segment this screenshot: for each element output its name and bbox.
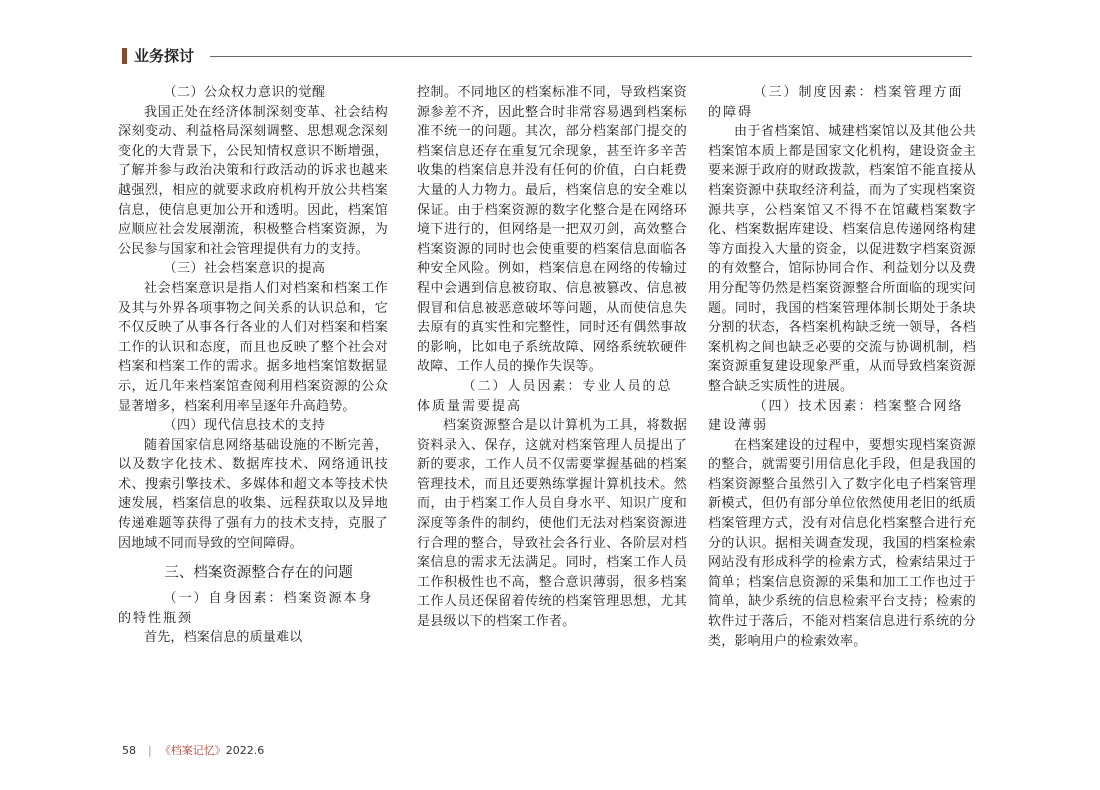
- text-column-1: [118, 83, 388, 648]
- header-accent-bar: [122, 48, 127, 64]
- paragraph: 我国正处在经济体制深刻变革、社会结构深刻变动、利益格局深刻调整、思想观念深刻变化的大背景下，公民知情权意识不断增强，了解并参与政治决策和行政活动的诉求也越来越强烈，相应的就要求政府机构开放公共档案信息，使信息更加公开和透明。因此，档案馆应顺应社会发展潮流，积极整合档案资源，为公民参与国家和社会管理提供有力的支持。: [118, 104, 388, 257]
- subheading: （一）自身因素：档案资源本身的特性瓶颈: [118, 591, 374, 626]
- page-footer: [122, 742, 264, 758]
- paragraph: 随着国家信息网络基础设施的不断完善，以及数字化技术、数据库技术、网络通讯技术、搜索引擎技术、多媒体和超文本等技术快速发展，档案信息的收集、远程获取以及异地传递难题等获得了强有力的技术支持，克服了因地域不同而导致的空间障碍。: [118, 437, 388, 551]
- section-title: 业务探讨: [134, 47, 195, 65]
- text-column-3: [708, 83, 976, 651]
- text-column-2: [417, 83, 687, 632]
- header-rule: [210, 56, 972, 57]
- subheading: （四）现代信息技术的支持: [163, 418, 326, 434]
- page-number: 58: [122, 744, 136, 757]
- subheading: （四）技术因素：档案整合网络建设薄弱: [708, 398, 964, 434]
- paragraph: 社会档案意识是指人们对档案和档案工作及其与外界各项事物之间关系的认识总和，它不仅反映了从事各行各业的人们对档案和档案工作的认识和态度，而且也反映了整个社会对档案和档案工作的需求。据多地档案馆数据显示，近几年来档案馆查阅利用档案资源的公众显著增多，档案利用率呈逐年升高趋势。: [118, 280, 388, 414]
- subheading: （二）公众权力意识的觉醒: [163, 85, 326, 100]
- paragraph: 在档案建设的过程中，要想实现档案资源的整合，就需要引用信息化手段，但是我国的档案资源整合虽然引入了数字化电子档案管理新模式，但仍有部分单位依然使用老旧的纸质档案管理方式，没有对信息化档案整合进行充分的认识。据相关调查发现，我国的档案检索网站没有形成科学的检索方式，检索结果过于简单；档案信息资源的采集和加工工作也过于简单，缺少系统的信息检索平台支持；检索的软件过于落后，不能对档案信息进行系统的分类，影响用户的检索效率。: [708, 437, 976, 649]
- footer-separator: |: [148, 744, 152, 757]
- paragraph: 档案资源整合是以计算机为工具，将数据资料录入、保存，这就对档案管理人员提出了新的要求，工作人员不仅需要掌握基础的档案管理技术，而且还要熟练掌握计算机技术。然而，由于档案工作人员自身水平、知识广度和深度等条件的制约，使他们无法对档案资源进行合理的整合，导致社会各行业、各阶层对档案信息的需求无法满足。同时，档案工作人员工作积极性也不高，整合意识薄弱，很多档案工作人员还保留着传统的档案管理思想，尤其是县级以下的档案工作者。: [417, 418, 687, 630]
- paragraph: 由于省档案馆、城建档案馆以及其他公共档案馆本质上都是国家文化机构，建设资金主要来源于政府的财政拨款，档案馆不能直接从档案资源中获取经济利益，而为了实现档案资源共享，公档案馆又不得不在馆藏档案数字化、档案数据库建设、档案信息传递网络构建等方面投入大量的资金，以促进数字档案资源的有效整合，馆际协同合作、利益划分以及费用分配等仍然是档案资源整合所面临的现实问题。同时，我国的档案管理体制长期处于条块分割的状态，各档案机构缺乏统一领导，各档案机构之间也缺乏必要的交流与协调机制，档案资源重复建设现象严重，从而导致档案资源整合缺乏实质性的进展。: [708, 124, 976, 394]
- subheading: （二）人员因素：专业人员的总体质量需要提高: [417, 378, 673, 414]
- paragraph-continued: 控制。不同地区的档案标准不同，导致档案资源参差不齐，因此整合时非常容易遇到档案标准不统一的问题。其次，部分档案部门提交的档案信息还存在重复冗余现象，甚至许多辛苦收集的档案信息并没有任何的价值，白白耗费大量的人力物力。最后，档案信息的安全难以保证。由于档案资源的数字化整合是在网络环境下进行的，但网络是一把双刃剑，高效整合档案资源的同时也会使重要的档案信息面临各种安全风险。例如，档案信息在网络的传输过程中会遇到信息被窃取、信息被篡改、信息被假冒和信息被恶意破坏等问题，从而使信息失去原有的真实性和完整性，同时还有偶然事故的影响，比如电子系统故障、网络系统软硬件故障、工作人员的操作失误等。: [417, 85, 687, 375]
- issue-number: 2022.6: [225, 744, 265, 757]
- magazine-name: 《档案记忆》: [159, 744, 226, 757]
- section-heading: 三、档案资源整合存在的问题: [164, 565, 353, 582]
- subheading: （三）制度因素：档案管理方面的障碍: [708, 85, 964, 120]
- subheading: （三）社会档案意识的提高: [163, 261, 326, 277]
- page-header: [122, 46, 972, 68]
- paragraph: 首先，档案信息的质量难以: [144, 630, 303, 646]
